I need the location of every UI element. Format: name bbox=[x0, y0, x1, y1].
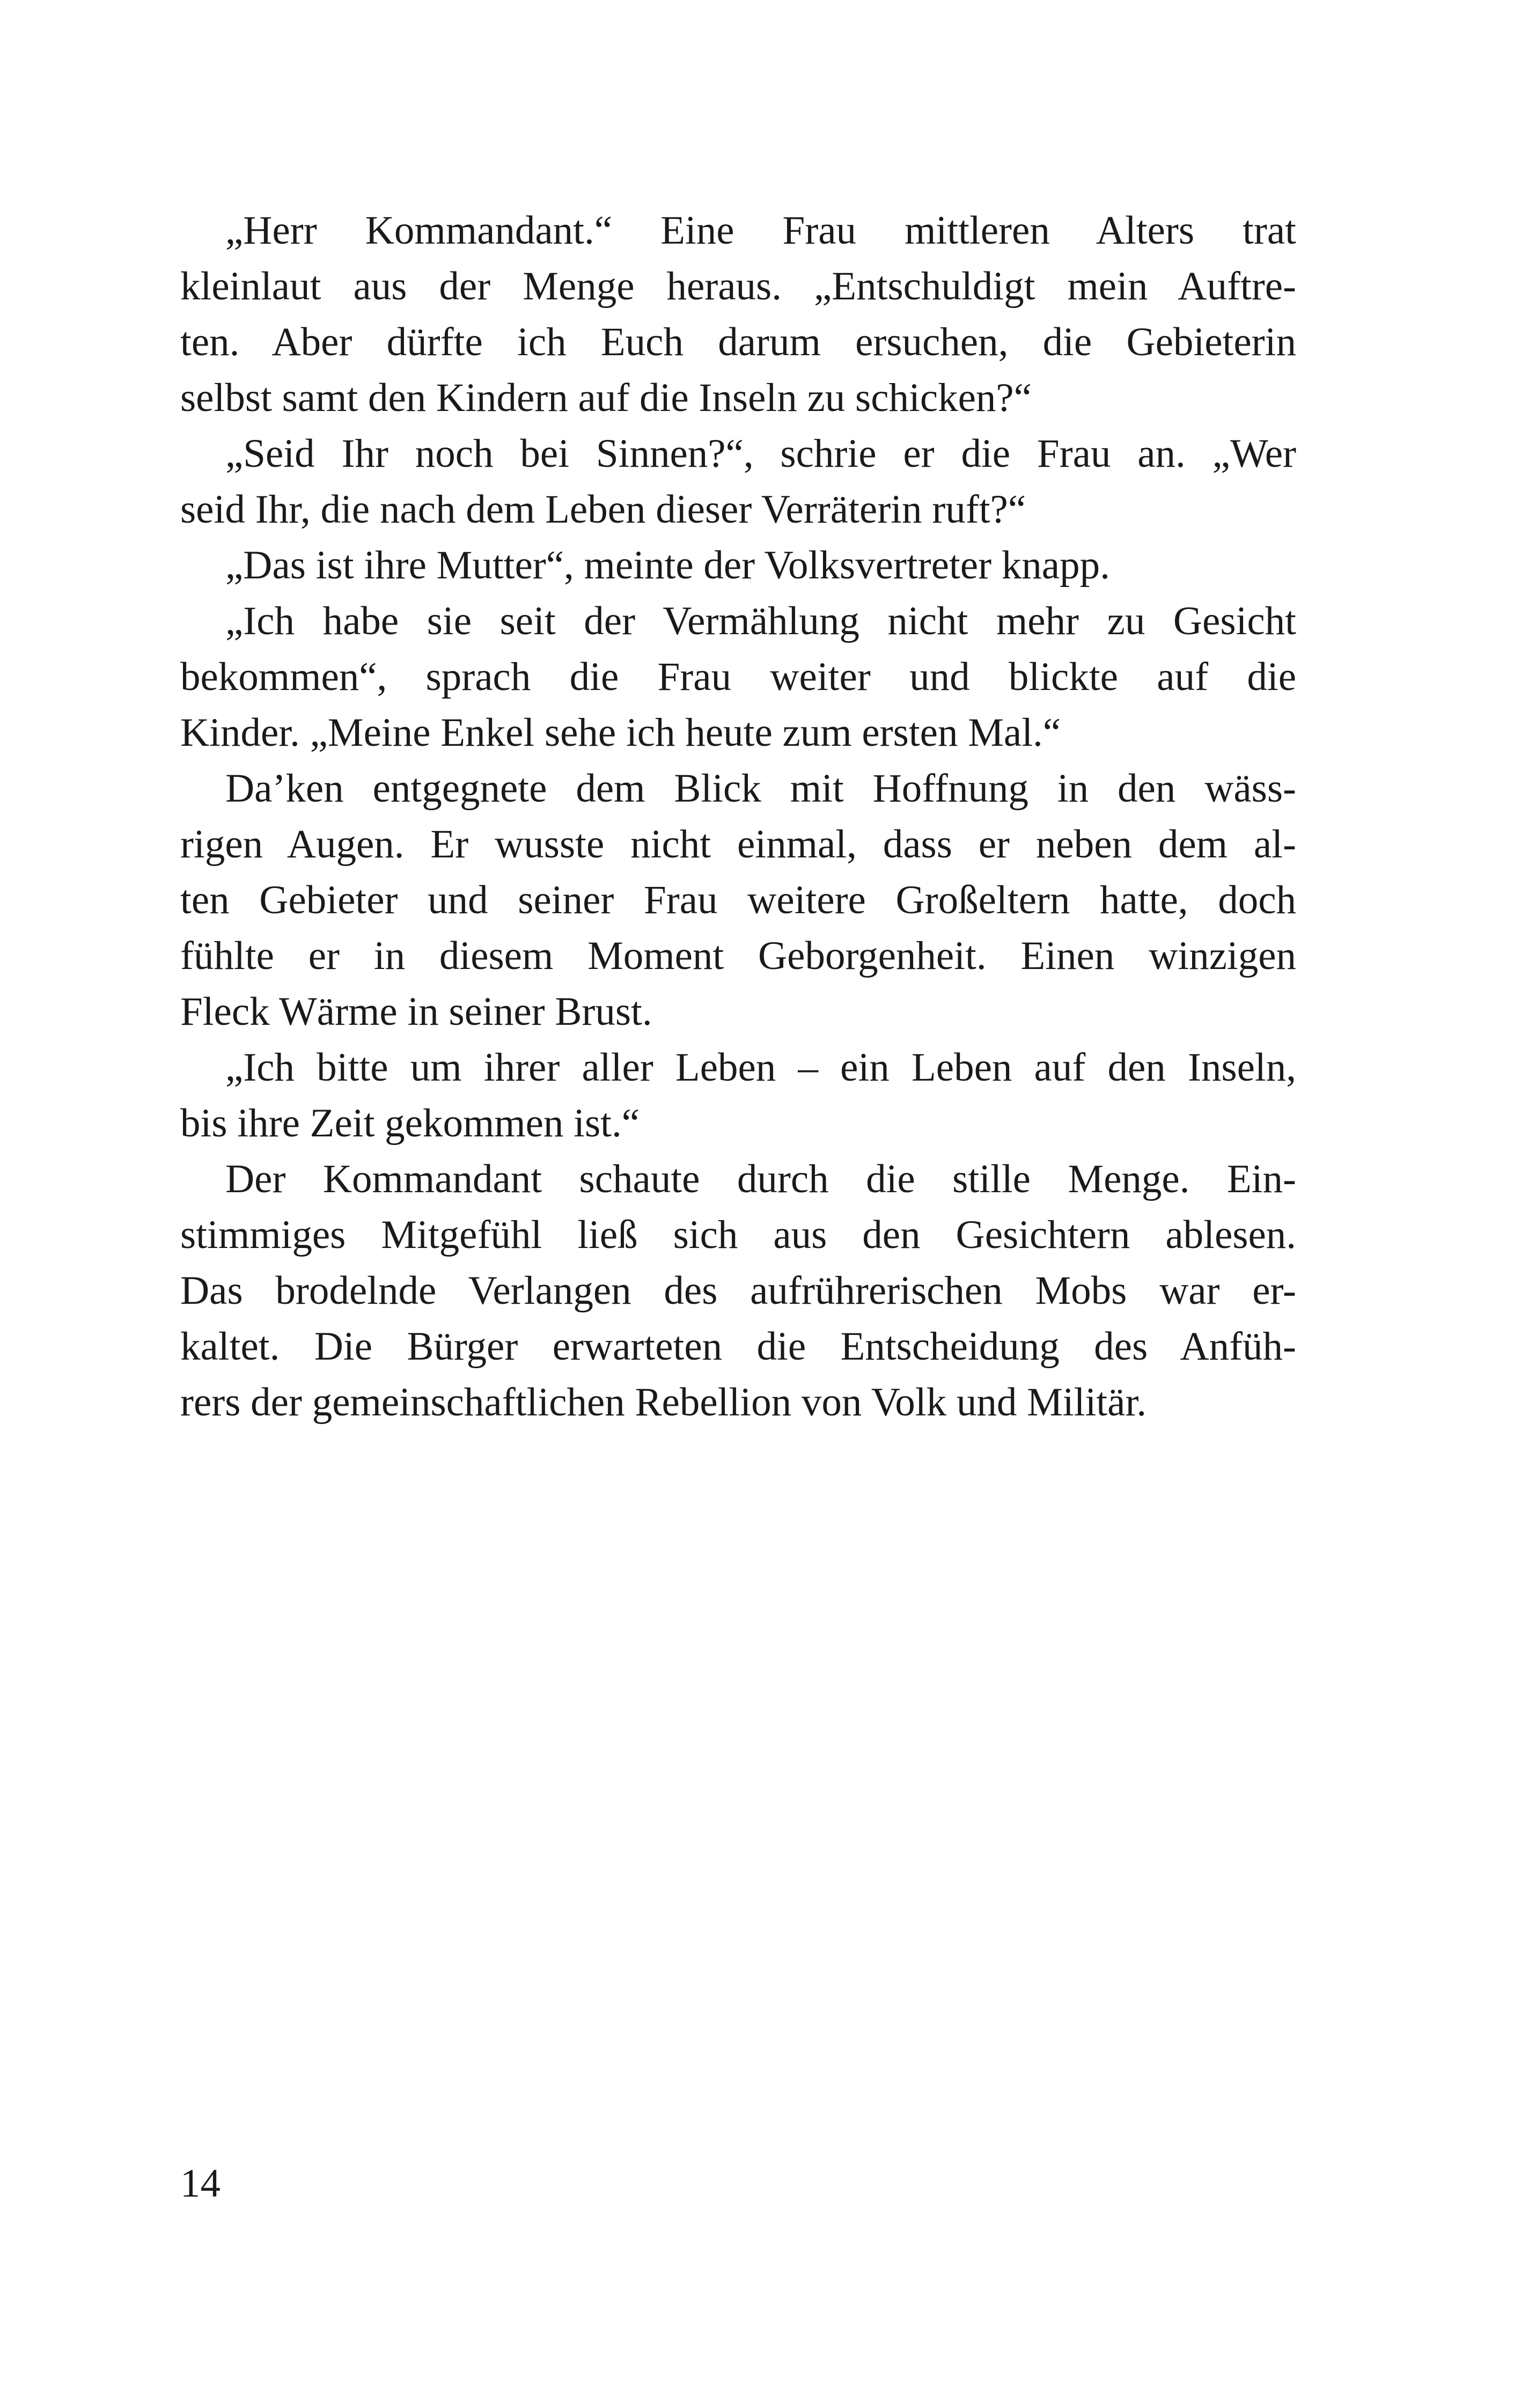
text-line: Der Kommandant schaute durch die stille Menge. Ein- bbox=[225, 1157, 1296, 1201]
paragraph bbox=[180, 761, 1296, 1040]
text-line: Da’ken entgegnete dem Blick mit Hoffnung in den wäss- bbox=[225, 766, 1296, 811]
text-line: bekommen“, sprach die Frau weiter und blickte auf die bbox=[180, 655, 1296, 699]
text-line: bis ihre Zeit gekommen ist.“ bbox=[180, 1101, 640, 1146]
text-line: „Seid Ihr noch bei Sinnen?“, schrie er die Frau an. „Wer bbox=[225, 431, 1296, 476]
paragraph bbox=[180, 1151, 1296, 1430]
paragraph bbox=[180, 203, 1296, 426]
paragraph bbox=[180, 538, 1296, 593]
body-text bbox=[180, 203, 1296, 1430]
text-line: stimmiges Mitgefühl ließ sich aus den Gesichtern ablesen. bbox=[180, 1213, 1296, 1257]
text-line: „Ich bitte um ihrer aller Leben – ein Leben auf den Inseln, bbox=[225, 1045, 1296, 1090]
paragraph bbox=[180, 426, 1296, 538]
text-line: seid Ihr, die nach dem Leben dieser Verräterin ruft?“ bbox=[180, 487, 1026, 532]
text-line: „Das ist ihre Mutter“, meinte der Volksvertreter knapp. bbox=[225, 543, 1110, 588]
text-line: selbst samt den Kindern auf die Inseln zu schicken?“ bbox=[180, 376, 1032, 420]
paragraph bbox=[180, 593, 1296, 761]
text-line: Kinder. „Meine Enkel sehe ich heute zum ersten Mal.“ bbox=[180, 710, 1061, 755]
text-line: „Ich habe sie seit der Vermählung nicht mehr zu Gesicht bbox=[225, 599, 1296, 643]
text-line: kaltet. Die Bürger erwarteten die Entscheidung des Anfüh- bbox=[180, 1324, 1296, 1369]
paragraph bbox=[180, 1040, 1296, 1151]
text-line: „Herr Kommandant.“ Eine Frau mittleren Alters trat bbox=[225, 208, 1296, 253]
text-line: Fleck Wärme in seiner Brust. bbox=[180, 989, 652, 1034]
text-line: ten. Aber dürfte ich Euch darum ersuchen, die Gebieterin bbox=[180, 320, 1296, 364]
text-line: ten Gebieter und seiner Frau weitere Großeltern hatte, doch bbox=[180, 878, 1296, 922]
text-line: fühlte er in diesem Moment Geborgenheit. Einen winzigen bbox=[180, 934, 1296, 978]
text-line: Das brodelnde Verlangen des aufrührerischen Mobs war er- bbox=[180, 1268, 1296, 1313]
text-line: rigen Augen. Er wusste nicht einmal, dass er neben dem al- bbox=[180, 822, 1296, 867]
text-line: kleinlaut aus der Menge heraus. „Entschuldigt mein Auftre- bbox=[180, 264, 1296, 309]
text-line: rers der gemeinschaftlichen Rebellion von Volk und Militär. bbox=[180, 1380, 1147, 1425]
page-number: 14 bbox=[180, 2161, 221, 2206]
